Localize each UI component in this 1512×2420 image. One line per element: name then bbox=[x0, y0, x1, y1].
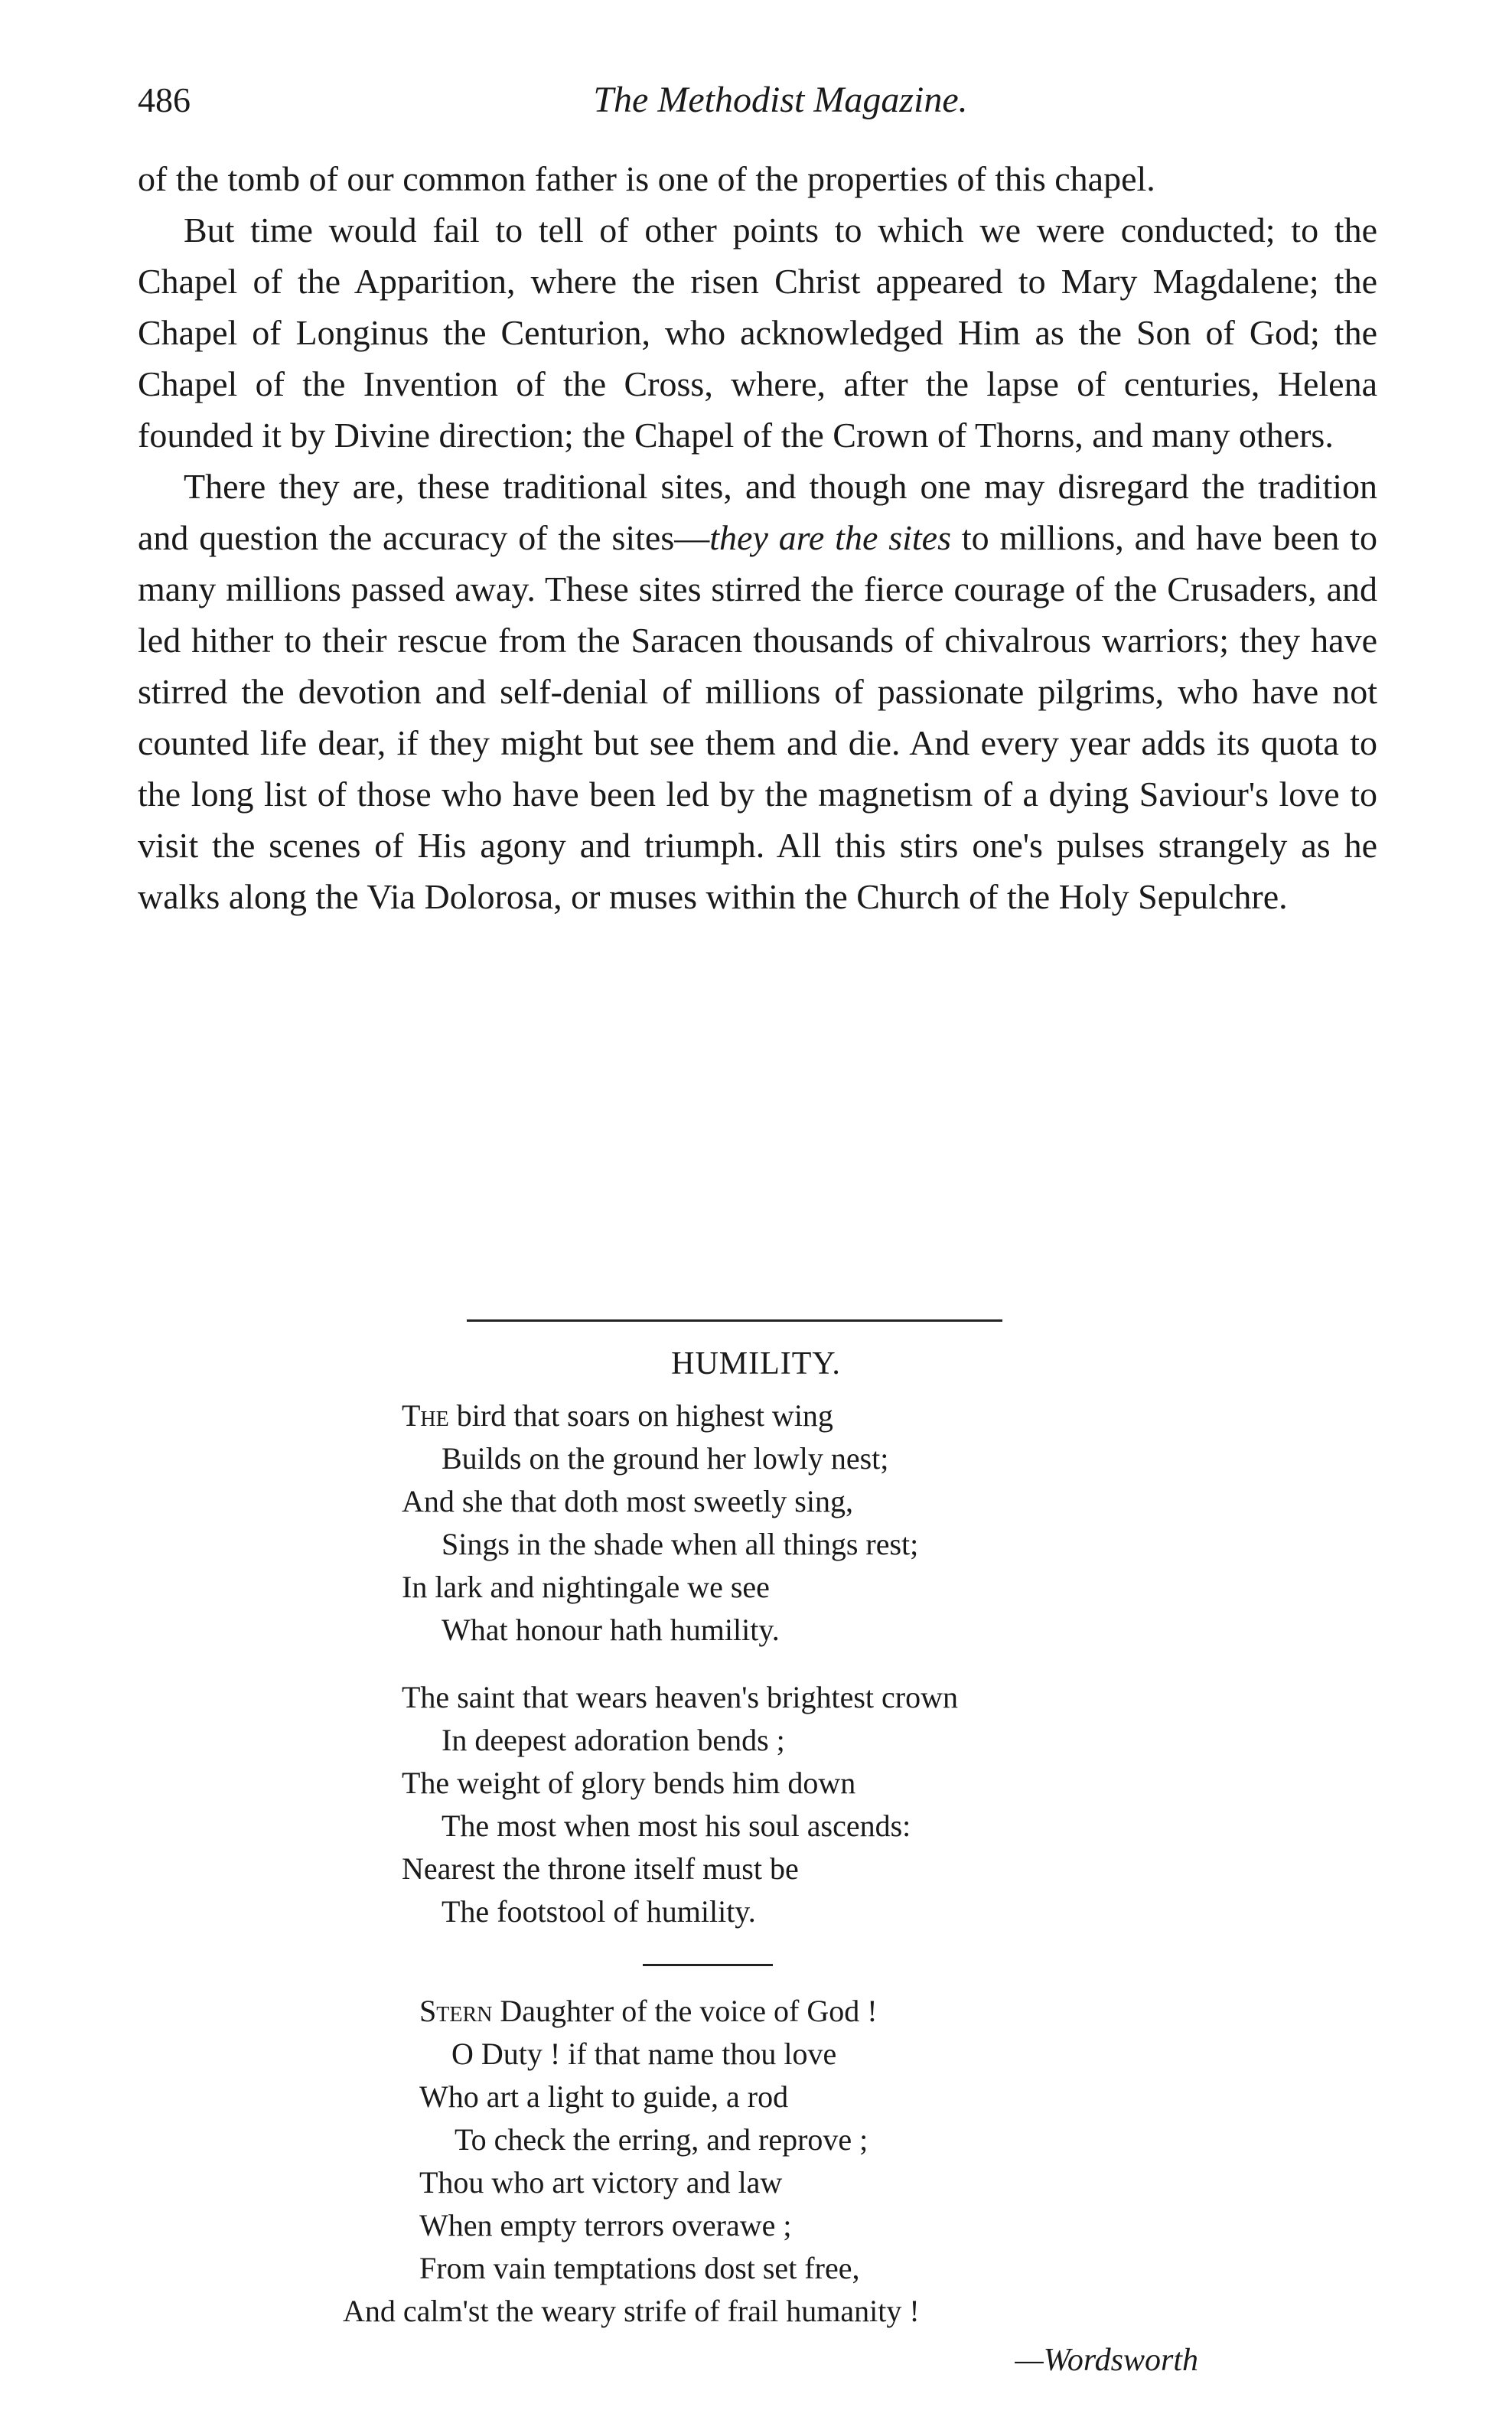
poem-line: In lark and nightingale we see bbox=[402, 1570, 770, 1604]
verse-line: And calm'st the weary strife of frail humanity ! bbox=[343, 2294, 920, 2328]
paragraph: But time would fail to tell of other points to which we were conducted; to the Chapel of the Apparition, where the risen Christ appeared to Mary Magdalene; the Chapel of Longinus the Centurion, who acknowledged Him as the Son of God; the Chapel of the Invention of the Cross, where, after the lapse of centuries, Helena founded it by Divine direction; the Chapel of the Crown of Thorns, and many others. bbox=[138, 210, 1377, 455]
line-text: Daughter of the voice of God ! bbox=[492, 1994, 878, 2028]
page-number: 486 bbox=[138, 80, 191, 119]
verse-line: Thou who art victory and law bbox=[419, 2165, 783, 2200]
poem-line: The saint that wears heaven's brightest crown bbox=[402, 1680, 958, 1714]
poem-line: And she that doth most sweetly sing, bbox=[402, 1484, 853, 1518]
short-divider bbox=[643, 1964, 773, 1966]
attribution: —Wordsworth bbox=[1015, 2343, 1198, 2378]
poem-line: In deepest adoration bends ; bbox=[442, 1723, 785, 1757]
poem-line: Nearest the throne itself must be bbox=[402, 1851, 799, 1886]
running-title: The Methodist Magazine. bbox=[593, 80, 968, 120]
poem-line: The weight of glory bends him down bbox=[402, 1766, 856, 1800]
paragraph bbox=[138, 461, 1377, 922]
poem-line: Sings in the shade when all things rest; bbox=[442, 1527, 919, 1561]
section-divider bbox=[467, 1319, 1002, 1322]
quotation-verse bbox=[343, 1990, 920, 2333]
verse-line: To check the erring, and reprove ; bbox=[455, 2122, 868, 2157]
article-text bbox=[138, 153, 1377, 922]
page-header bbox=[138, 73, 1377, 127]
verse-line: When empty terrors overawe ; bbox=[419, 2208, 792, 2242]
emphasis-text: they are the sites bbox=[709, 518, 951, 557]
line-text: bird that soars on highest wing bbox=[448, 1398, 833, 1433]
verse-line bbox=[419, 1990, 920, 2033]
paragraph-text: There they are, these traditional sites, and though one may disregard the tradition and question the accuracy of the sites— bbox=[138, 467, 1377, 557]
poem-line: Builds on the ground her lowly nest; bbox=[442, 1441, 889, 1476]
paragraph: of the tomb of our common father is one of the properties of this chapel. bbox=[138, 159, 1155, 198]
verse-line: O Duty ! if that name thou love bbox=[451, 2037, 837, 2071]
poem-line: The footstool of humility. bbox=[442, 1894, 756, 1929]
poem-stanza bbox=[402, 1676, 958, 1933]
small-caps-word: The bbox=[402, 1398, 449, 1433]
small-caps-word: Stern bbox=[419, 1994, 493, 2028]
poem-title: HUMILITY. bbox=[671, 1346, 841, 1381]
poem-line: What honour hath humility. bbox=[442, 1613, 780, 1647]
paragraph-text: to millions, and have been to many millions passed away. These sites stirred the fierce courage of the Crusaders, and led hither to their rescue from the Saracen thousands of chivalrous warriors; they have stirred the devotion and self-denial of millions of passionate pilgrims, who have not counted life dear, if they might but see them and die. And every year adds its quota to the long list of those who have been led by the magnetism of a dying Saviour's love to visit the scenes of His agony and triumph. All this stirs one's pulses strangely as he walks along the Via Dolorosa, or muses within the Church of the Holy Sepulchre. bbox=[138, 518, 1377, 916]
verse-line: From vain temptations dost set free, bbox=[419, 2251, 860, 2285]
verse-line: Who art a light to guide, a rod bbox=[419, 2079, 789, 2114]
poem-line: The most when most his soul ascends: bbox=[442, 1808, 911, 1843]
poem-line bbox=[402, 1394, 918, 1437]
poem-stanza bbox=[402, 1394, 918, 1652]
